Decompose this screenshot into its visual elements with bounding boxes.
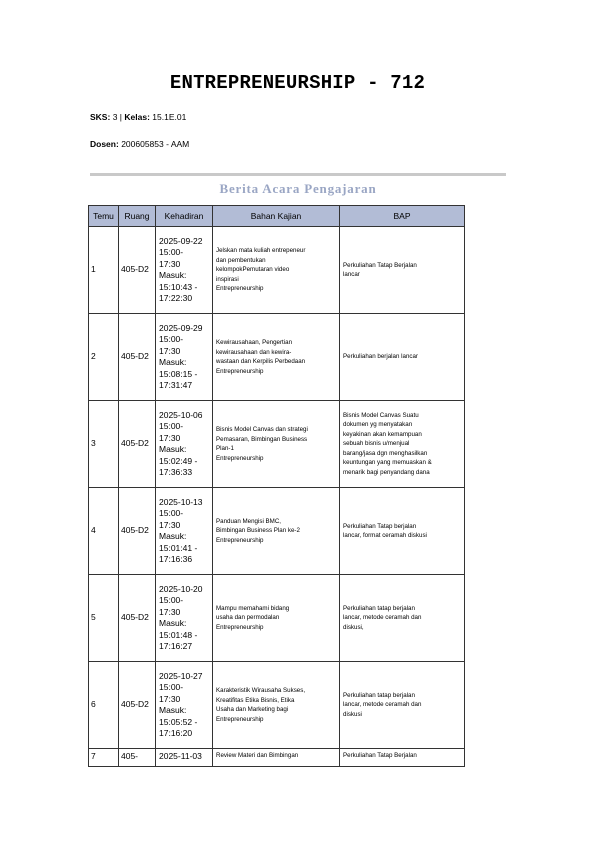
bap-line: diskusi, <box>343 623 364 631</box>
kehadiran-line: 2025-11-03 <box>159 751 202 761</box>
cell-bahan-kajian <box>213 575 340 662</box>
bahan-line: usaha dan permodalan <box>216 614 280 622</box>
kehadiran-line: Masuk: <box>159 444 187 454</box>
bahan-line: Pemasaran, Bimbingan Business <box>216 435 308 443</box>
table-row <box>89 575 465 662</box>
table-header-row <box>89 206 465 227</box>
page-title: ENTREPRENEURSHIP - 712 <box>169 72 426 94</box>
kehadiran-line: 15:00- <box>159 421 184 431</box>
bahan-line: Entrepreneurship <box>216 623 264 631</box>
bahan-line: Jelskan mata kuliah entrepeneur <box>216 247 306 255</box>
kehadiran-line: 2025-10-06 <box>159 409 203 420</box>
kehadiran-line: 15:00- <box>159 595 184 605</box>
cell-kehadiran <box>156 749 213 767</box>
cell-bap <box>340 662 465 749</box>
bahan-line: kewirausahaan dan kewira- <box>216 348 292 356</box>
cell-ruang: 405-D2 <box>119 488 156 575</box>
teaching-record-table <box>88 205 465 767</box>
table-row <box>89 401 465 488</box>
kehadiran-line: 17:16:36 <box>159 554 193 564</box>
header-ruang: Ruang <box>119 206 156 227</box>
bahan-line: Usaha dan Marketing bagi <box>216 706 289 713</box>
table-row <box>89 488 465 575</box>
bahan-line: Entrepreneurship <box>216 536 264 544</box>
kehadiran-line: 17:30 <box>159 345 181 356</box>
cell-temu: 4 <box>89 488 119 575</box>
bap-line: Perkuliahan Tatap berjalan <box>343 522 417 530</box>
cell-kehadiran <box>156 227 213 314</box>
kehadiran-line: 15:01:48 - <box>159 629 198 640</box>
bahan-line: Review Materi dan Bimbingan <box>216 752 299 759</box>
bap-line: lancar, format ceramah diskusi <box>343 532 427 539</box>
bahan-line: Entrepreneurship <box>216 367 264 375</box>
cell-ruang: 405-D2 <box>119 314 156 401</box>
cell-bahan-kajian <box>213 401 340 488</box>
bap-line: Perkuliahan Tatap Berjalan <box>343 752 417 759</box>
bahan-line: wastaan dan Kerpilis Perbedaan <box>216 358 306 365</box>
cell-bap <box>340 401 465 488</box>
bap-line: Perkuliahan tatap berjalan <box>343 604 415 612</box>
cell-kehadiran <box>156 314 213 401</box>
kehadiran-line: 17:30 <box>159 693 181 704</box>
kehadiran-line: 17:30 <box>159 519 181 530</box>
bahan-line: Karakteristik Wirausaha Sukses, <box>216 687 306 694</box>
cell-bap <box>340 314 465 401</box>
bap-line: diskusi <box>343 710 362 718</box>
bahan-line: dan pembentukan <box>216 256 266 264</box>
bap-line: keuntungan yang memuaskan & <box>343 459 432 467</box>
bap-line: barang/jasa dgn menghasilkan <box>343 449 428 457</box>
sks-label: SKS: <box>90 112 111 122</box>
kehadiran-line: 17:22:30 <box>159 293 193 303</box>
bap-line: Perkuliahan Tatap Berjalan <box>343 261 417 269</box>
kehadiran-line: 15:00- <box>159 682 184 692</box>
header-temu: Temu <box>89 206 119 227</box>
kehadiran-line: 2025-10-20 <box>159 583 203 594</box>
cell-temu: 3 <box>89 401 119 488</box>
cell-temu: 1 <box>89 227 119 314</box>
dosen-label: Dosen: <box>90 139 119 149</box>
kehadiran-line: 2025-10-27 <box>159 670 203 681</box>
kehadiran-line: 15:01:41 - <box>159 542 198 553</box>
cell-ruang: 405-D2 <box>119 227 156 314</box>
kehadiran-line: 17:16:20 <box>159 728 193 738</box>
kehadiran-line: Masuk: <box>159 705 187 715</box>
kehadiran-line: 17:16:27 <box>159 641 193 651</box>
kehadiran-line: 17:36:33 <box>159 467 193 477</box>
cell-bap <box>340 575 465 662</box>
header-bahan-kajian: Bahan Kajian <box>213 206 340 227</box>
cell-temu: 7 <box>89 749 119 767</box>
kehadiran-line: 17:31:47 <box>159 380 193 390</box>
kehadiran-line: 17:30 <box>159 432 181 443</box>
cell-kehadiran <box>156 488 213 575</box>
bap-line: Bisnis Model Canvas Suatu <box>343 411 419 419</box>
cell-temu: 5 <box>89 575 119 662</box>
kehadiran-line: 15:00- <box>159 247 184 257</box>
bap-line: sebuah bisnis u/menjual <box>343 440 410 448</box>
kehadiran-line: 15:00- <box>159 334 184 344</box>
bahan-line: Entrepreneurship <box>216 285 264 293</box>
kehadiran-line: 17:30 <box>159 606 181 617</box>
kehadiran-line: Masuk: <box>159 357 187 367</box>
cell-ruang: 405-D2 <box>119 662 156 749</box>
bap-line: Perkuliahan berjalan lancar <box>343 353 418 361</box>
kehadiran-line: 15:02:49 - <box>159 455 198 466</box>
bahan-line: inspirasi <box>216 275 239 283</box>
bahan-line: Entrepreneurship <box>216 454 264 462</box>
kehadiran-line: 2025-09-22 <box>159 235 203 246</box>
table-row <box>89 662 465 749</box>
kelas-value: 15.1E.01 <box>152 112 187 122</box>
bap-line: lancar <box>343 271 360 278</box>
bap-line: keyakinan akan kemampuan <box>343 430 422 438</box>
bahan-line: Mampu memahami bidang <box>216 604 290 612</box>
bahan-line: Bimbingan Business Plan ke-2 <box>216 527 300 535</box>
cell-ruang: 405-D2 <box>119 575 156 662</box>
bahan-line: Bisnis Model Canvas dan strategi <box>216 426 308 433</box>
kehadiran-line: 2025-10-13 <box>159 496 203 507</box>
kelas-label: Kelas: <box>124 112 150 122</box>
cell-kehadiran <box>156 575 213 662</box>
bap-line: Perkuliahan tatap berjalan <box>343 691 415 699</box>
kehadiran-line: 17:30 <box>159 258 181 269</box>
kehadiran-line: Masuk: <box>159 270 187 280</box>
cell-temu: 2 <box>89 314 119 401</box>
bahan-line: Entrepreneurship <box>216 715 264 723</box>
kehadiran-line: Masuk: <box>159 618 187 628</box>
separator: | <box>119 112 123 122</box>
bahan-line: Kreatifitas Etika Bisnis, Etika <box>216 696 295 704</box>
cell-temu: 6 <box>89 662 119 749</box>
bahan-line: Kewirausahaan, Pengertian <box>216 339 293 346</box>
kehadiran-line: 15:08:15 - <box>159 368 198 379</box>
cell-kehadiran <box>156 401 213 488</box>
header-kehadiran: Kehadiran <box>156 206 213 227</box>
bap-line: lancar, metode ceramah dan <box>343 614 422 622</box>
table-row <box>89 227 465 314</box>
lecturer-info <box>90 139 189 149</box>
bap-line: lancar, metode ceramah dan <box>343 701 422 709</box>
bahan-line: Panduan Mengisi BMC, <box>216 517 282 525</box>
cell-bahan-kajian <box>213 227 340 314</box>
bahan-line: kelompokPemutaran video <box>216 266 290 274</box>
kehadiran-line: 15:10:43 - <box>159 281 198 292</box>
section-divider <box>90 173 506 176</box>
bap-line: menarik bagi penyandang dana <box>343 468 430 476</box>
kehadiran-line: 15:05:52 - <box>159 716 198 727</box>
cell-bap <box>340 488 465 575</box>
cell-bap <box>340 749 465 767</box>
kehadiran-line: 15:00- <box>159 508 184 518</box>
cell-bahan-kajian <box>213 662 340 749</box>
cell-kehadiran <box>156 662 213 749</box>
cell-ruang: 405- <box>119 749 156 767</box>
bahan-line: Plan-1 <box>216 445 234 452</box>
course-info <box>90 112 186 122</box>
table-row <box>89 749 465 767</box>
cell-bap <box>340 227 465 314</box>
cell-bahan-kajian <box>213 749 340 767</box>
kehadiran-line: 2025-09-29 <box>159 322 203 333</box>
cell-ruang: 405-D2 <box>119 401 156 488</box>
sks-value: 3 <box>112 112 118 122</box>
header-bap: BAP <box>340 206 465 227</box>
cell-bahan-kajian <box>213 314 340 401</box>
dosen-value: 200605853 - AAM <box>121 139 190 149</box>
section-title: Berita Acara Pengajaran <box>219 181 377 196</box>
table-row <box>89 314 465 401</box>
cell-bahan-kajian <box>213 488 340 575</box>
bap-line: dokumen yg menyatakan <box>343 421 413 429</box>
kehadiran-line: Masuk: <box>159 531 187 541</box>
